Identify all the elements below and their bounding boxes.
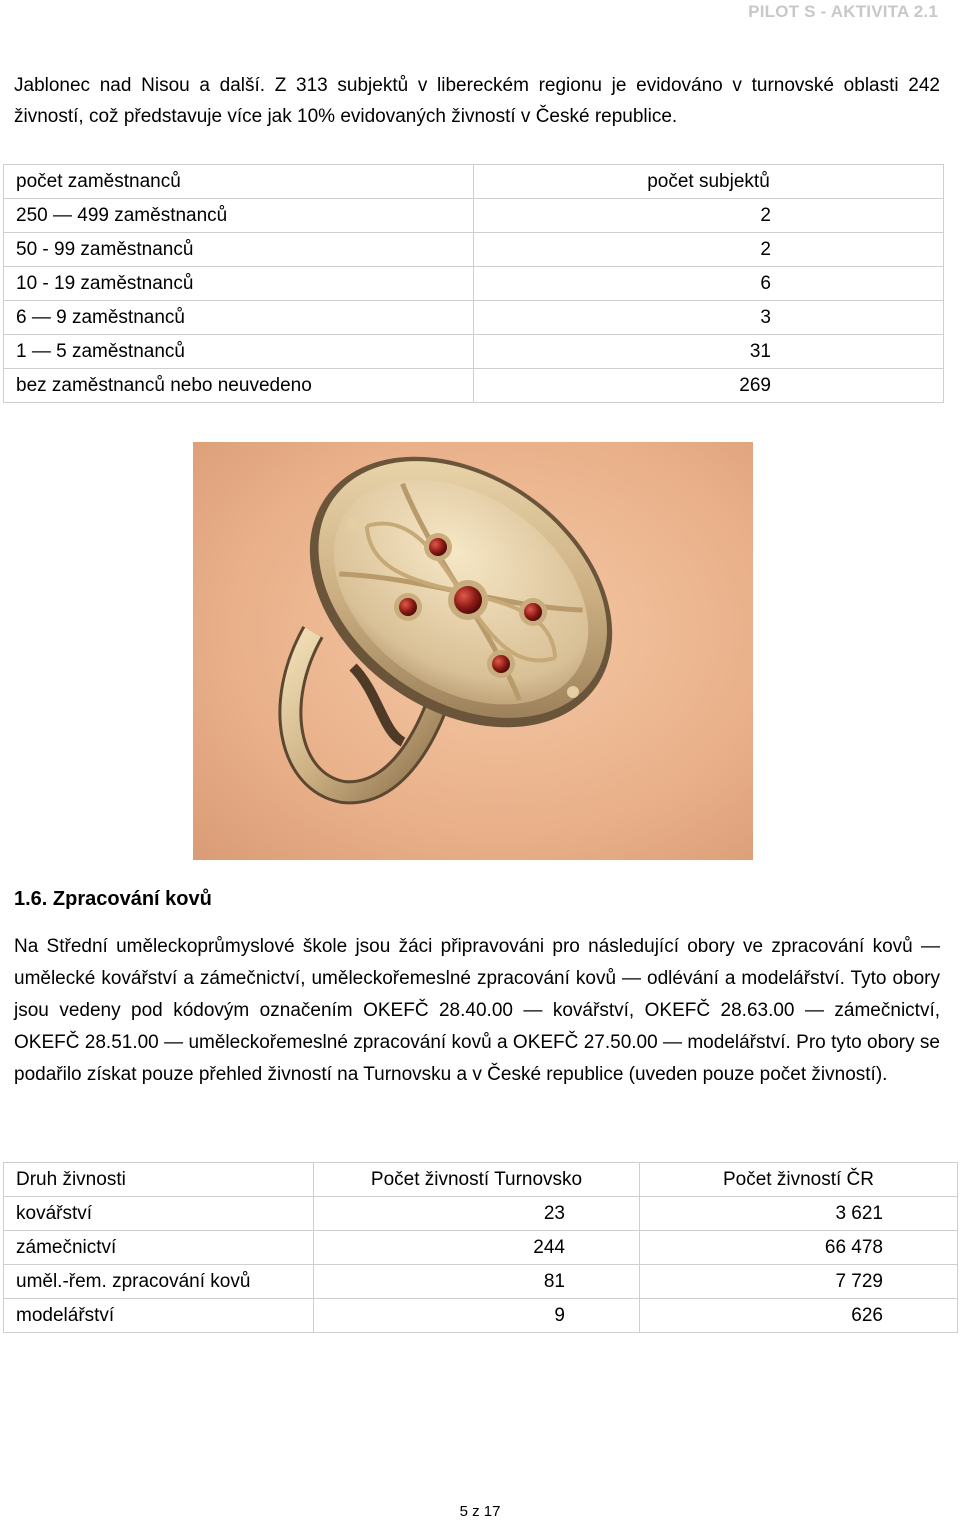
table-cell: 626 [640,1299,958,1333]
table-row [4,1231,958,1265]
section-heading: 1.6. Zpracování kovů [14,888,212,910]
document-header: PILOT S - AKTIVITA 2.1 [748,2,938,21]
table-cell: 50 - 99 zaměstnanců [4,233,474,267]
table-header-row [4,165,944,199]
table-header-cell: počet zaměstnanců [4,165,474,199]
table-cell: 10 - 19 zaměstnanců [4,267,474,301]
section-paragraph: Na Střední uměleckoprůmyslové škole jsou žáci připravováni pro následující obory ve zpracování kovů — umělecké kovářství a zámečnictví, uměleckořemeslné zpracování kovů — odlévání a modelářství. Tyto obory jsou vedeny pod kódovým označením OKEFČ 28.40.00 — kovářství, OKEFČ 28.63.00 — zámečnictví, OKEFČ 28.51.00 — uměleckořemeslné zpracování kovů a OKEFČ 27.50.00 — modelářství. Pro tyto obory se podařilo získat pouze přehled živností na Turnovsku a v České republice (uveden pouze počet živností). [14,936,940,1085]
table-cell: 269 [474,369,944,403]
table-cell: 2 [474,199,944,233]
table-cell: modelářství [4,1299,314,1333]
table-row [4,267,944,301]
ring-photo [193,442,753,860]
table-header-cell: Počet živností Turnovsko [314,1163,640,1197]
table-cell: 1 — 5 zaměstnanců [4,335,474,369]
employees-table [3,164,944,403]
table-cell: uměl.-řem. zpracování kovů [4,1265,314,1299]
trades-table [3,1162,958,1333]
table-cell: 31 [474,335,944,369]
table-row [4,1299,958,1333]
table-cell: 23 [314,1197,640,1231]
table-header-cell: počet subjektů [474,165,944,199]
table-row [4,199,944,233]
table-header-cell: Počet živností ČR [640,1163,958,1197]
table-cell: 3 621 [640,1197,958,1231]
table-cell: zámečnictví [4,1231,314,1265]
table-cell: bez zaměstnanců nebo neuvedeno [4,369,474,403]
table-row [4,1197,958,1231]
table-header-cell: Druh živnosti [4,1163,314,1197]
table-cell: 250 — 499 zaměstnanců [4,199,474,233]
table-header-row [4,1163,958,1197]
table-cell: 2 [474,233,944,267]
table-cell: 81 [314,1265,640,1299]
table-row [4,301,944,335]
intro-paragraph: Jablonec nad Nisou a další. Z 313 subjektů v libereckém regionu je evidováno v turnovské oblasti 242 živností, což představuje více jak 10% evidovaných živností v České republice. [14,75,940,127]
table-cell: 7 729 [640,1265,958,1299]
table-cell: 6 [474,267,944,301]
page-number: 5 z 17 [459,1503,501,1520]
table-row [4,335,944,369]
table-row [4,369,944,403]
table-row [4,233,944,267]
table-cell: 3 [474,301,944,335]
table-row [4,1265,958,1299]
table-cell: kovářství [4,1197,314,1231]
table-cell: 9 [314,1299,640,1333]
table-cell: 244 [314,1231,640,1265]
table-cell: 6 — 9 zaměstnanců [4,301,474,335]
table-cell: 66 478 [640,1231,958,1265]
